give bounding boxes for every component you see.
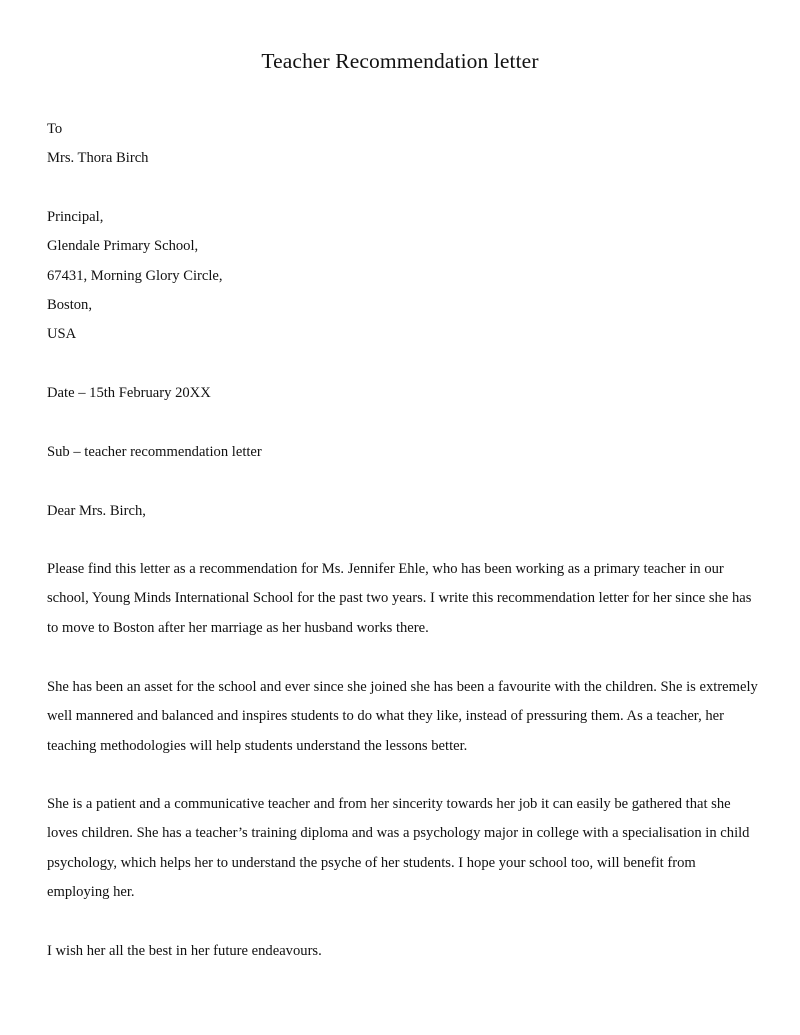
salutation: Dear Mrs. Birch,	[47, 503, 146, 519]
paragraph-line: She is a patient and a communicative teacher and from her sincerity towards her job it can easily be gathered that she	[47, 796, 731, 812]
to-label: To	[47, 121, 63, 137]
paragraph-line: employing her.	[47, 884, 135, 901]
address-line-street: 67431, Morning Glory Circle,	[47, 268, 223, 284]
paragraph-line: She has been an asset for the school and ever since she joined she has been a favourite with the children. She is extremely	[47, 679, 758, 695]
address-line-school: Glendale Primary School,	[47, 238, 199, 254]
paragraph-line: psychology, which helps her to understand the psyche of her students. I hope your school too, will benefit from	[47, 854, 696, 871]
letter-subject: Sub – teacher recommendation letter	[47, 444, 262, 460]
page-title: Teacher Recommendation letter	[261, 49, 539, 73]
paragraph-line: teaching methodologies will help students understand the lessons better.	[47, 737, 468, 754]
recipient-name: Mrs. Thora Birch	[47, 150, 149, 166]
address-line-country: USA	[47, 326, 77, 342]
paragraph-line: to move to Boston after her marriage as her husband works there.	[47, 619, 429, 636]
address-line-city: Boston,	[47, 297, 93, 313]
closing-line: I wish her all the best in her future endeavours.	[47, 943, 322, 959]
body-paragraph	[47, 673, 767, 761]
paragraph-line: school, Young Minds International School for the past two years. I write this recommendation letter for her since she has	[47, 590, 752, 607]
paragraph-line: well mannered and balanced and inspires students to do what they like, instead of pressuring them. As a teacher, her	[47, 708, 725, 725]
paragraph-line: loves children. She has a teacher’s training diploma and was a psychology major in college with a specialisation in child	[47, 825, 750, 842]
paragraph-line: Please find this letter as a recommendation for Ms. Jennifer Ehle, who has been working as a primary teacher in our	[47, 561, 724, 577]
body-paragraph	[47, 790, 767, 908]
body-paragraph	[47, 555, 767, 643]
letter-date: Date – 15th February 20XX	[47, 385, 211, 401]
address-line-title: Principal,	[47, 209, 104, 225]
